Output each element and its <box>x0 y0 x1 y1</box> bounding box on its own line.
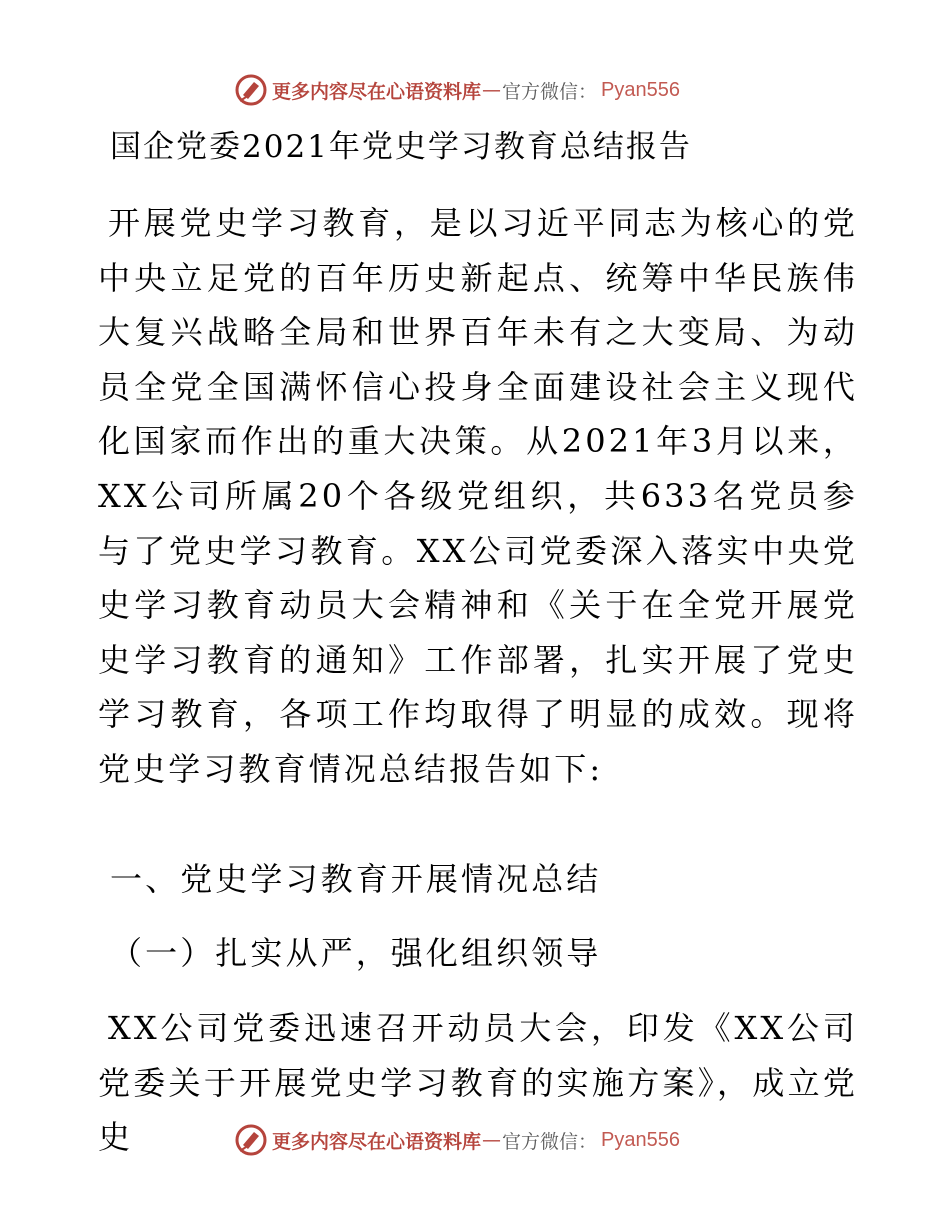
watermark-separator: — <box>482 1129 502 1151</box>
watermark-separator: — <box>482 79 502 101</box>
intro-paragraph: 开展党史学习教育，是以习近平同志为核心的党中央立足党的百年历史新起点、统筹中华民族伟大复兴战略全局和世界百年未有之大变局、为动员全党全国满怀信心投身全面建设社会主义现代化国家而作出的重大决策。从2021年3月以来，XX公司所属20个各级党组织，共633名党员参与了党史学习教育。XX公司党委深入落实中央党史学习教育动员大会精神和《关于在全党开展党史学习教育的通知》工作部署，扎实开展了党史学习教育，各项工作均取得了明显的成效。现将党史学习教育情况总结报告如下: <box>98 204 858 788</box>
section-paragraph: XX公司党委迅速召开动员大会，印发《XX公司党委关于开展党史学习教育的实施方案》，成立党史 <box>98 1009 858 1157</box>
watermark-handle: Pyan556 <box>601 1128 680 1151</box>
footer-watermark <box>234 1120 680 1160</box>
watermark-text: 更多内容尽在心语资料库 <box>272 1130 482 1153</box>
watermark-label: 官方微信： <box>502 80 598 103</box>
header-watermark <box>234 70 680 110</box>
watermark-text: 更多内容尽在心语资料库 <box>272 80 482 103</box>
section-heading: 一、党史学习教育开展情况总结 <box>110 860 602 898</box>
watermark-label: 官方微信： <box>502 1130 598 1153</box>
document-title: 国企党委2021年党史学习教育总结报告 <box>110 129 692 165</box>
subsection-heading: （一）扎实从严，强化组织领导 <box>110 934 602 972</box>
watermark-logo-icon <box>234 73 268 107</box>
watermark-logo-icon <box>234 1123 268 1157</box>
watermark-handle: Pyan556 <box>601 78 680 101</box>
